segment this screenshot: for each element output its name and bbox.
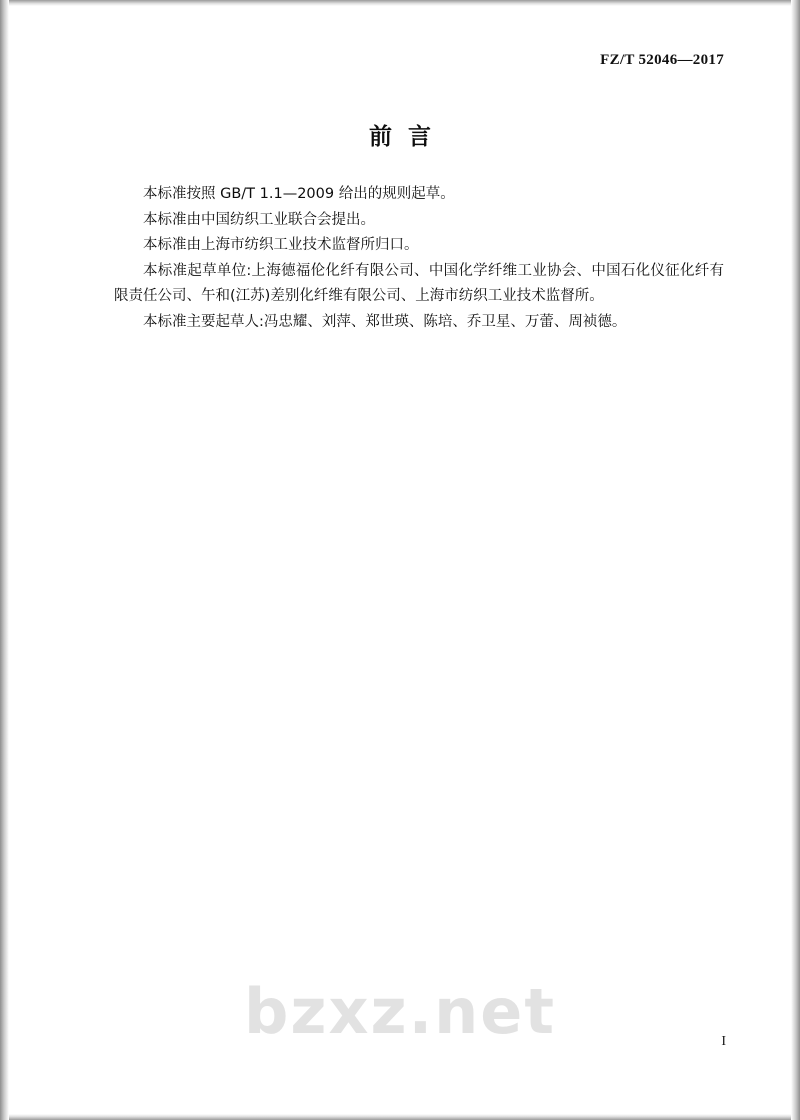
page-edge-left bbox=[0, 0, 9, 1120]
standard-code-header: FZ/T 52046—2017 bbox=[600, 52, 724, 68]
foreword-paragraph: 本标准由上海市纺织工业技术监督所归口。 bbox=[143, 237, 419, 253]
foreword-paragraph: 本标准主要起草人:冯忠耀、刘萍、郑世瑛、陈培、乔卫星、万蕾、周祯德。 bbox=[143, 313, 627, 330]
page-edge-top bbox=[0, 0, 800, 6]
page-edge-bottom bbox=[0, 1114, 800, 1120]
foreword-paragraph: 本标准由中国纺织工业联合会提出。 bbox=[143, 211, 375, 228]
foreword-body bbox=[114, 182, 724, 335]
foreword-paragraph: 本标准起草单位:上海德福伦化纤有限公司、中国化学纤维工业协会、中国石化仪征化纤有限责任公司、午和(江苏)差别化纤维有限公司、上海市纺织工业技术监督所。 bbox=[114, 262, 724, 304]
page-number: I bbox=[721, 1034, 726, 1049]
watermark-text: bzxz.net bbox=[244, 975, 556, 1048]
page-title: 前言 bbox=[369, 124, 447, 150]
foreword-paragraph: 本标准按照 GB/T 1.1—2009 给出的规则起草。 bbox=[143, 186, 455, 202]
page-edge-right bbox=[791, 0, 800, 1120]
